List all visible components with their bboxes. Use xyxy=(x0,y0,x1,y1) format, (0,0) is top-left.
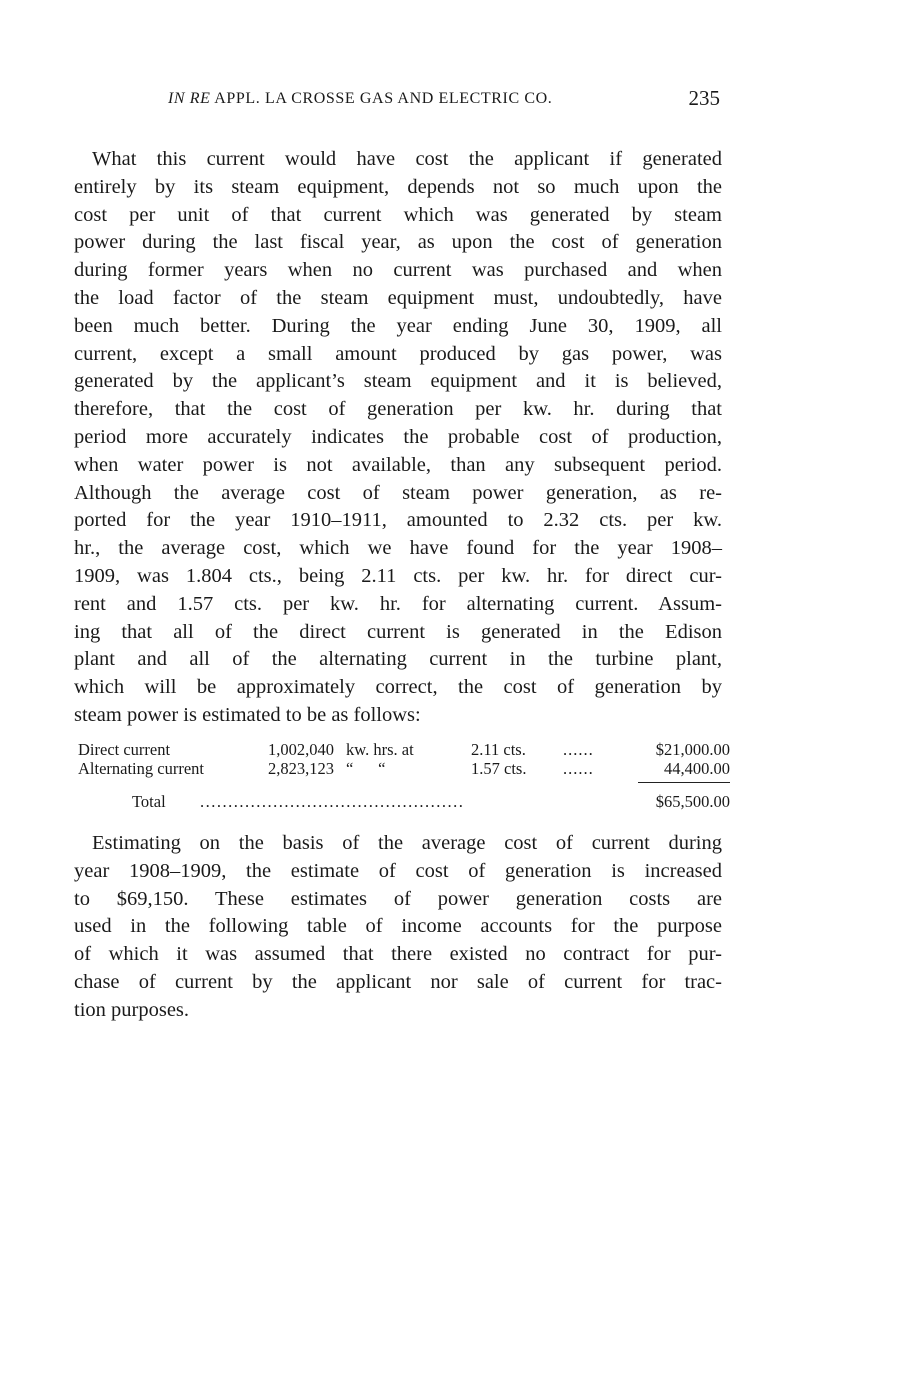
text-line: cost per unit of that current which was generated by steam xyxy=(74,203,722,226)
running-head xyxy=(168,90,552,108)
row-rate: 1.57 cts. xyxy=(471,759,527,778)
row-leader-dots: ...... xyxy=(563,759,594,778)
text-line: rent and 1.57 cts. per kw. hr. for alternating current. Assum- xyxy=(74,592,722,615)
text-line: therefore, that the cost of generation per kw. hr. during that xyxy=(74,398,722,421)
total-row xyxy=(78,792,730,811)
text-line: ported for the year 1910–1911, amounted to 2.32 cts. per kw. xyxy=(74,509,722,532)
sum-rule xyxy=(638,782,730,783)
text-line: been much better. During the year ending June 30, 1909, all xyxy=(74,314,722,337)
table-row xyxy=(78,740,730,759)
text-line: chase of current by the applicant nor sale of current for trac- xyxy=(74,970,722,993)
row-rate: 2.11 cts. xyxy=(471,740,526,759)
text-line: the load factor of the steam equipment must, undoubtedly, have xyxy=(74,286,722,309)
text-line: plant and all of the alternating current in the turbine plant, xyxy=(74,648,722,671)
text-line: of which it was assumed that there existed no contract for pur- xyxy=(74,943,722,966)
total-amount: $65,500.00 xyxy=(655,792,730,811)
row-label: Direct current xyxy=(78,740,171,759)
row-quantity: 2,823,123 xyxy=(268,759,334,778)
text-line: power during the last fiscal year, as upon the cost of generation xyxy=(74,231,722,254)
text-line: year 1908–1909, the estimate of cost of generation is increased xyxy=(74,859,722,882)
total-label: Total xyxy=(132,792,166,811)
text-line: What this current would have cost the applicant if generated xyxy=(92,148,722,170)
generation-cost-table xyxy=(78,740,730,811)
text-line: Although the average cost of steam power generation, as re- xyxy=(74,481,722,504)
text-line: Estimating on the basis of the average cost of current during xyxy=(92,832,722,854)
text-line: entirely by its steam equipment, depends not so much upon the xyxy=(74,175,722,198)
page-header xyxy=(168,86,720,116)
text-line: generated by the applicant’s steam equipment and it is believed, xyxy=(74,370,722,393)
row-unit: “ “ xyxy=(346,759,386,778)
row-unit: kw. hrs. at xyxy=(346,740,414,759)
text-line: steam power is estimated to be as follows: xyxy=(74,703,421,726)
row-amount: $21,000.00 xyxy=(655,740,730,759)
text-line: 1909, was 1.804 cts., being 2.11 cts. per kw. hr. for direct cur- xyxy=(74,564,722,587)
text-line: ing that all of the direct current is generated in the Edison xyxy=(74,620,722,643)
text-line: to $69,150. These estimates of power generation costs are xyxy=(74,887,722,910)
row-leader-dots: ...... xyxy=(563,740,594,759)
page-number: 235 xyxy=(688,86,720,110)
total-leader-dots: ............................................... xyxy=(200,792,465,811)
text-line: period more accurately indicates the probable cost of production, xyxy=(74,425,722,448)
running-head-title: APPL. LA CROSSE GAS AND ELECTRIC CO. xyxy=(214,90,553,107)
paragraph-estimate-adjustment xyxy=(74,830,722,1025)
text-line: which will be approximately correct, the cost of generation by xyxy=(74,676,722,699)
row-quantity: 1,002,040 xyxy=(268,740,334,759)
text-line: tion purposes. xyxy=(74,998,190,1021)
running-head-italic: IN RE xyxy=(168,90,211,107)
text-line: current, except a small amount produced by gas power, was xyxy=(74,342,722,365)
text-line: when water power is not available, than any subsequent period. xyxy=(74,453,722,476)
table-row xyxy=(78,759,730,778)
row-amount: 44,400.00 xyxy=(664,759,730,778)
paragraph-cost-of-steam-generation xyxy=(74,146,722,730)
text-line: hr., the average cost, which we have found for the year 1908– xyxy=(74,537,722,560)
text-line: during former years when no current was purchased and when xyxy=(74,259,722,282)
text-line: used in the following table of income accounts for the purpose xyxy=(74,915,722,938)
row-label: Alternating current xyxy=(78,759,204,778)
